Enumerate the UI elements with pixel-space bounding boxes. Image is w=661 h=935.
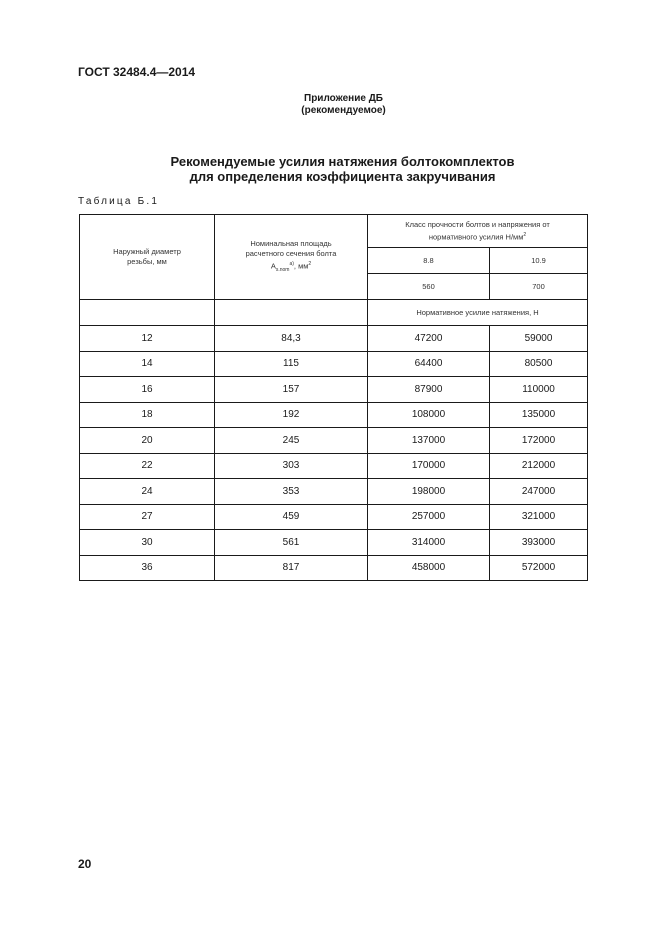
header-strength-class: Класс прочности болтов и напряжения от нормативного усилия $Н/мм^2$ <box>368 215 588 248</box>
cell-force-10-9: 172000 <box>490 428 588 454</box>
appendix-title: Приложение ДБ <box>304 93 383 104</box>
cell-force-8-8: 108000 <box>368 402 490 428</box>
cell-area: 459 <box>215 504 368 530</box>
header-area: Номинальная площадь расчетного сечения болта $A_{s.nom}^{a)}$, $мм^2$ <box>215 215 368 300</box>
page-number: 20 <box>78 857 92 871</box>
cell-diameter: 22 <box>80 453 215 479</box>
cell-force-8-8: 64400 <box>368 351 490 377</box>
table-row <box>80 351 588 377</box>
table-row <box>80 326 588 352</box>
cell-area: 115 <box>215 351 368 377</box>
cell-area: 353 <box>215 479 368 505</box>
table-body <box>80 326 588 581</box>
table-row <box>80 555 588 581</box>
cell-force-10-9: 110000 <box>490 377 588 403</box>
cell-area: 157 <box>215 377 368 403</box>
header-diameter: Наружный диаметр резьбы, мм <box>80 215 215 300</box>
cell-area: 817 <box>215 555 368 581</box>
standard-id: ГОСТ 32484.4—2014 <box>78 65 196 79</box>
stress-560: 560 <box>368 274 490 300</box>
cell-force-10-9: 59000 <box>490 326 588 352</box>
cell-area: 245 <box>215 428 368 454</box>
table-row <box>80 530 588 556</box>
table-row <box>80 377 588 403</box>
cell-area: 192 <box>215 402 368 428</box>
cell-force-10-9: 80500 <box>490 351 588 377</box>
title-line-1: Рекомендуемые усилия натяжения болтокомплектов <box>170 154 515 169</box>
appendix-heading <box>0 93 661 117</box>
table-row <box>80 504 588 530</box>
cell-force-8-8: 257000 <box>368 504 490 530</box>
cell-force-8-8: 458000 <box>368 555 490 581</box>
cell-diameter: 12 <box>80 326 215 352</box>
cell-area: 84,3 <box>215 326 368 352</box>
cell-diameter: 30 <box>80 530 215 556</box>
cell-diameter: 36 <box>80 555 215 581</box>
cell-diameter: 18 <box>80 402 215 428</box>
stress-700: 700 <box>490 274 588 300</box>
cell-force-8-8: 314000 <box>368 530 490 556</box>
class-10-9: 10.9 <box>490 248 588 274</box>
appendix-status: (рекомендуемое) <box>301 105 386 116</box>
bolt-tension-table <box>79 214 588 581</box>
document-title <box>0 154 661 184</box>
table-caption: Таблица Б.1 <box>78 196 160 207</box>
cell-force-8-8: 170000 <box>368 453 490 479</box>
cell-force-10-9: 393000 <box>490 530 588 556</box>
table-row <box>80 428 588 454</box>
header-spacer-1 <box>80 300 215 326</box>
cell-force-8-8: 198000 <box>368 479 490 505</box>
cell-force-10-9: 212000 <box>490 453 588 479</box>
cell-force-8-8: 87900 <box>368 377 490 403</box>
table-row <box>80 479 588 505</box>
cell-force-10-9: 247000 <box>490 479 588 505</box>
cell-area: 561 <box>215 530 368 556</box>
cell-diameter: 24 <box>80 479 215 505</box>
header-spacer-2 <box>215 300 368 326</box>
cell-area: 303 <box>215 453 368 479</box>
table-row <box>80 453 588 479</box>
class-8-8: 8.8 <box>368 248 490 274</box>
cell-force-10-9: 321000 <box>490 504 588 530</box>
cell-force-8-8: 47200 <box>368 326 490 352</box>
table-row <box>80 402 588 428</box>
cell-diameter: 14 <box>80 351 215 377</box>
header-tension-force: Нормативное усилие натяжения, Н <box>368 300 588 326</box>
cell-diameter: 20 <box>80 428 215 454</box>
cell-diameter: 27 <box>80 504 215 530</box>
cell-force-10-9: 572000 <box>490 555 588 581</box>
cell-diameter: 16 <box>80 377 215 403</box>
title-line-2: для определения коэффициента закручивания <box>189 169 496 184</box>
cell-force-10-9: 135000 <box>490 402 588 428</box>
cell-force-8-8: 137000 <box>368 428 490 454</box>
